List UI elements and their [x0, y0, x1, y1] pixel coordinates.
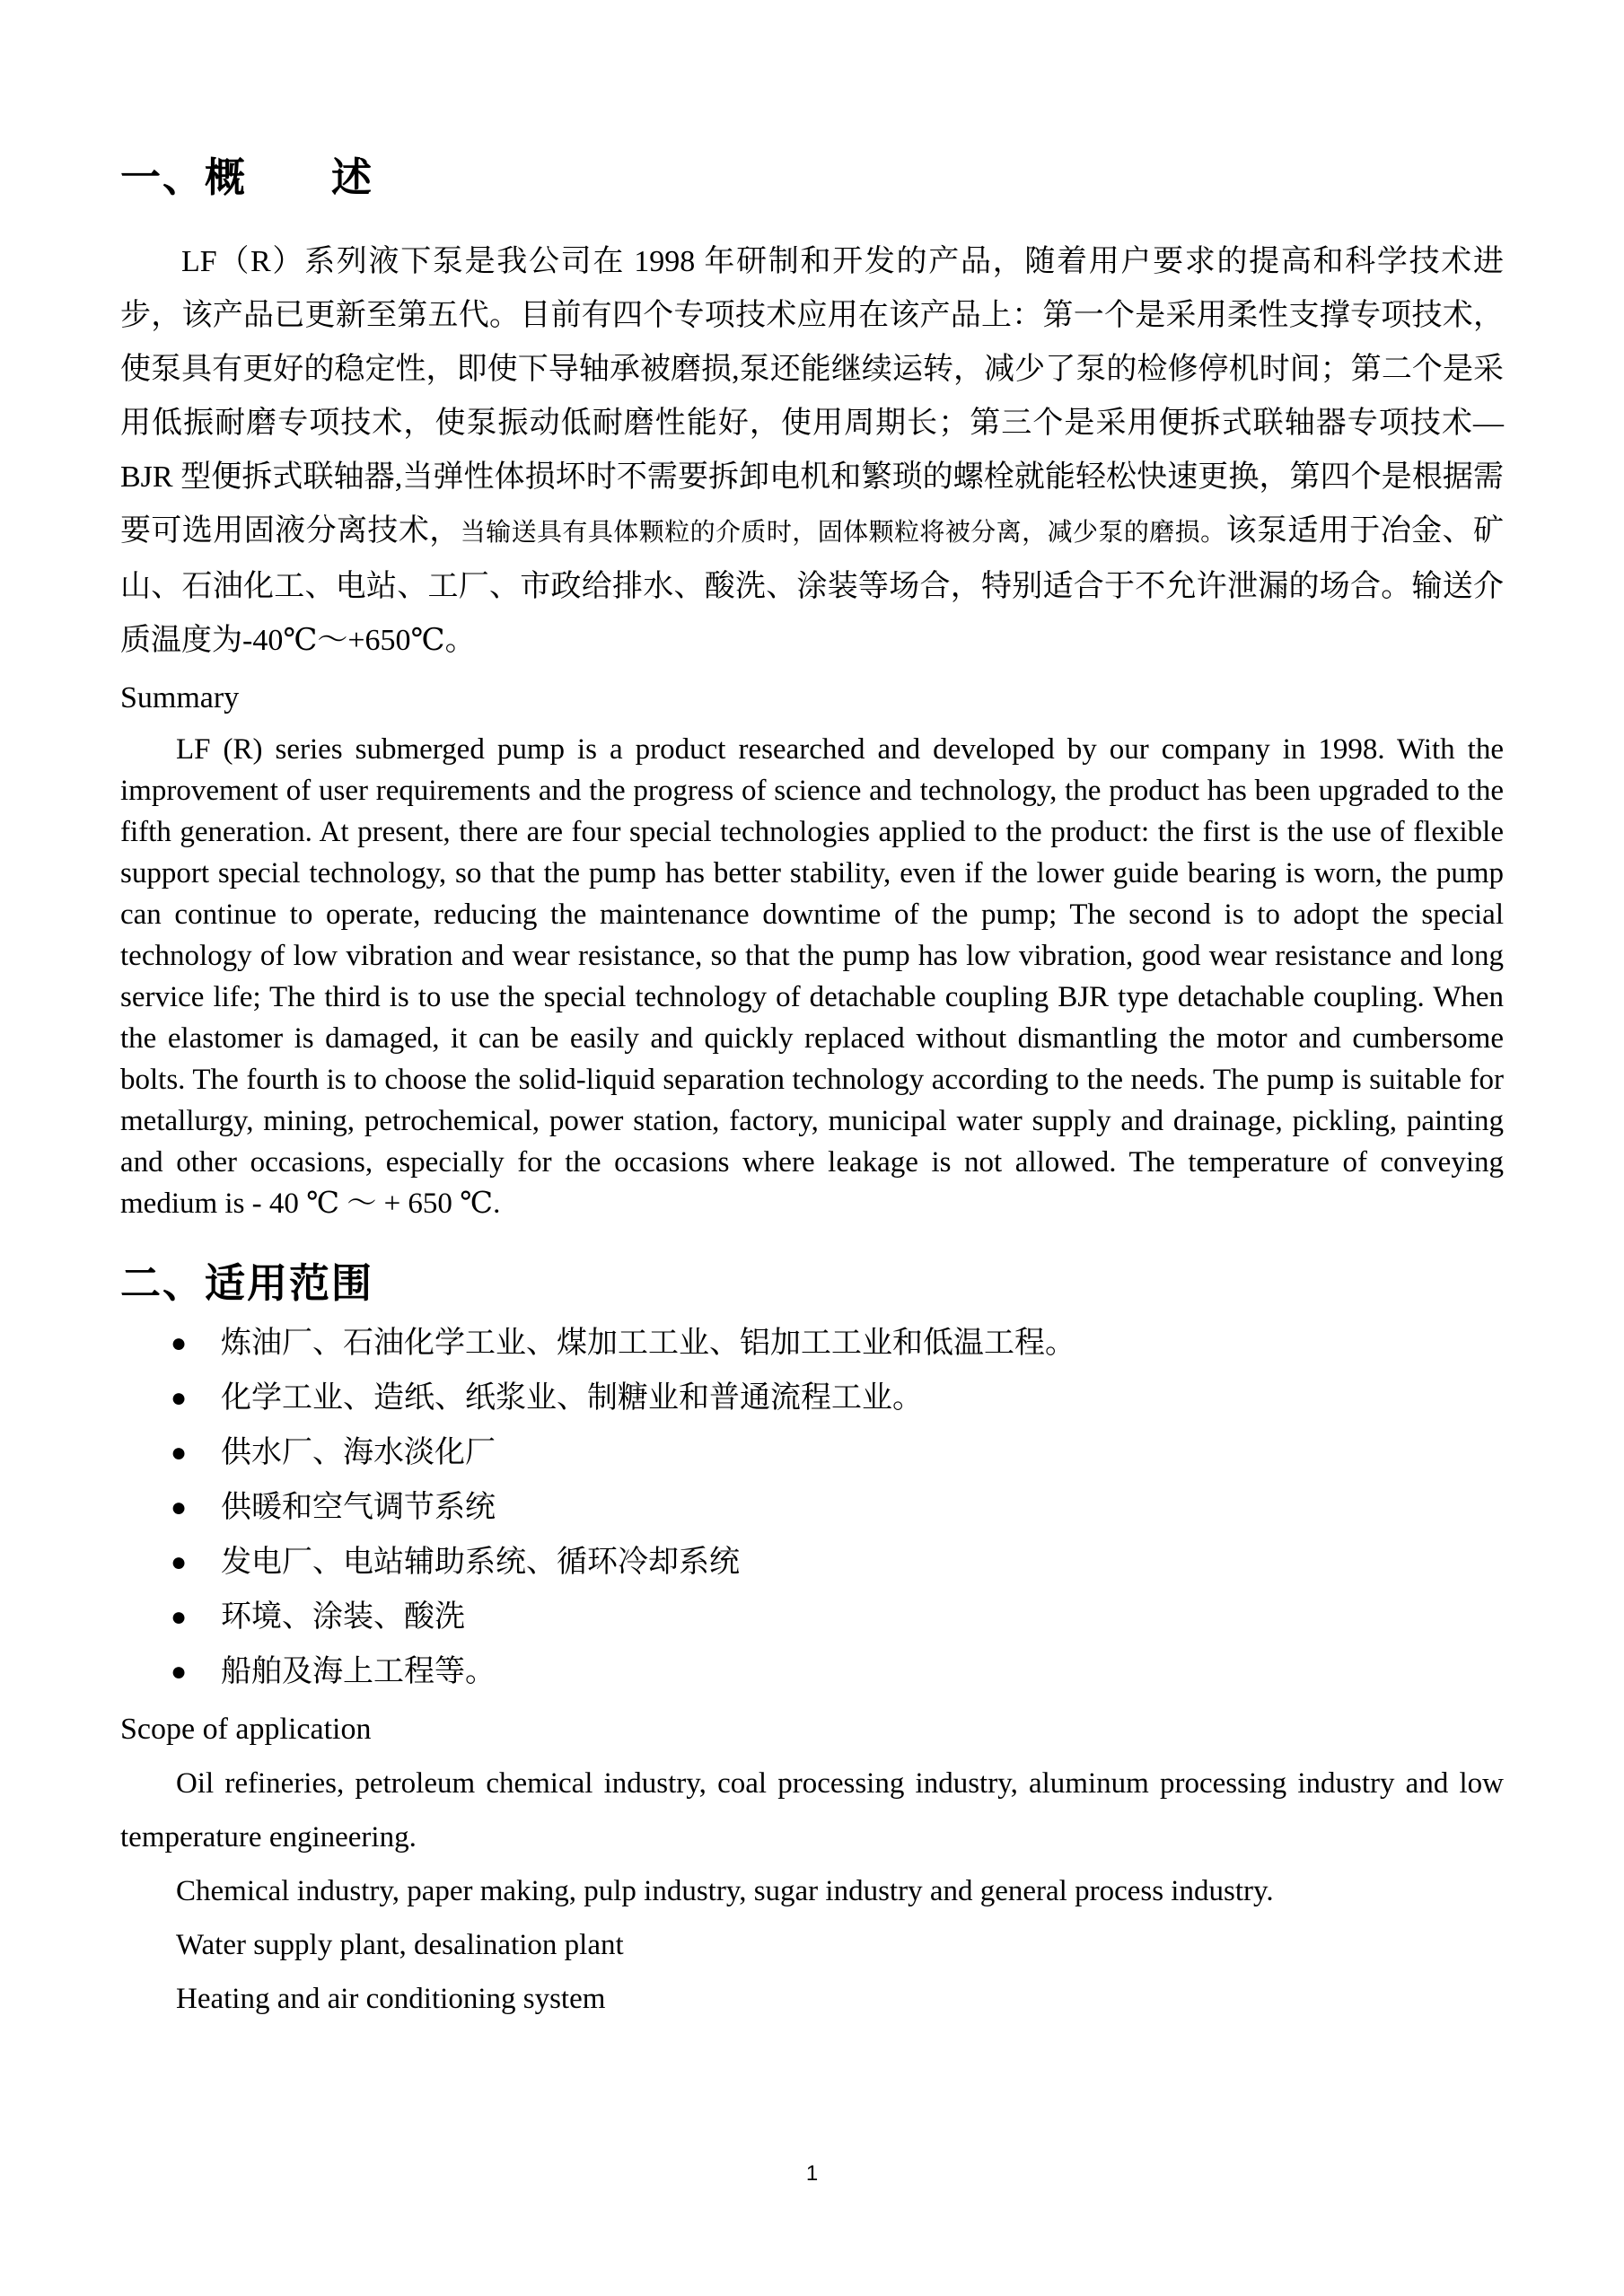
list-item	[120, 1644, 1504, 1699]
scope-paragraph: Oil refineries, petroleum chemical industry, coal processing industry, aluminum processing industry and low temperature engineering.	[120, 1766, 1504, 1853]
summary-label: Summary	[120, 680, 240, 714]
list-item-label: 供水厂、海水淡化厂	[221, 1435, 496, 1469]
overview-paragraph-cn	[120, 235, 1504, 668]
overview-cn-text-small: 当输送具有具体颗粒的介质时，固体颗粒将被分离，减少泵的磨损。	[460, 518, 1226, 547]
list-item	[120, 1535, 1504, 1590]
bullet-icon: ●	[171, 1328, 188, 1358]
list-item	[120, 1480, 1504, 1535]
page-number: 1	[805, 2161, 819, 2186]
scope-label: Scope of application	[120, 1712, 372, 1746]
overview-cn-text-main-2: 该泵适用于冶金、矿山、石油化工、电站、工厂、市政给排水、酸洗、涂装等场合，特别适合于不允许泄漏的场合。输送介质温度为-40℃～+650℃。	[120, 513, 1505, 657]
section-1-heading: 一、概 述	[120, 154, 374, 200]
application-list	[120, 1316, 1504, 1699]
overview-cn-text-main-1: LF（R）系列液下泵是我公司在 1998 年研制和开发的产品，随着用户要求的提高和科学技术进步，该产品已更新至第五代。目前有四个专项技术应用在该产品上：第一个是采用柔性支撑专项技术，使泵具有更好的稳定性，即使下导轴承被磨损,泵还能继续运转，减少了泵的检修停机时间；第二个是采用低振耐磨专项技术，使泵振动低耐磨性能好，使用周期长；第三个是采用便拆式联轴器专项技术—BJR 型便拆式联轴器,当弹性体损坏时不需要拆卸电机和繁琐的螺栓就能轻松快速更换，第四个是根据需要可选用固液分离技术，	[120, 244, 1504, 548]
scope-paragraph: Heating and air conditioning system	[176, 1982, 606, 2015]
list-item-label: 发电厂、电站辅助系统、循环冷却系统	[221, 1545, 740, 1579]
scope-paragraph: Chemical industry, paper making, pulp industry, sugar industry and general process industry.	[176, 1874, 1274, 1907]
bullet-icon: ●	[171, 1492, 188, 1522]
list-item	[120, 1590, 1504, 1644]
bullet-icon: ●	[171, 1437, 188, 1468]
list-item-label: 环境、涂装、酸洗	[221, 1599, 465, 1634]
list-item-label: 船舶及海上工程等。	[221, 1654, 496, 1688]
overview-paragraph-en: LF (R) series submerged pump is a product researched and developed by our company in 1998. With the improvement of user requirements and the progress of science and technology, the product has been upgraded to the fifth generation. At present, there are four special technologies applied to the product: the first is the use of flexible support special technology, so that the pump has better stability, even if the lower guide bearing is worn, the pump can continue to operate, reducing the maintenance downtime of the pump; The second is to adopt the special technology of low vibration and wear resistance, so that the pump has low vibration, good wear resistance and long service life; The third is to use the special technology of detachable coupling BJR type detachable coupling. When the elastomer is damaged, it can be easily and quickly replaced without dismantling the motor and cumbersome bolts. The fourth is to choose the solid-liquid separation technology according to the needs. The pump is suitable for metallurgy, mining, petrochemical, power station, factory, municipal water supply and drainage, pickling, painting and other occasions, especially for the occasions where leakage is not allowed. The temperature of conveying medium is - 40 ℃ ～ + 650 ℃.	[120, 732, 1504, 1220]
bullet-icon: ●	[171, 1601, 188, 1632]
list-item	[120, 1425, 1504, 1480]
list-item-label: 供暖和空气调节系统	[221, 1490, 496, 1524]
section-2-heading: 二、适用范围	[120, 1259, 374, 1306]
list-item	[120, 1316, 1504, 1371]
bullet-icon: ●	[171, 1656, 188, 1687]
page-footer	[0, 2161, 1624, 2186]
bullet-icon: ●	[171, 1547, 188, 1577]
scope-paragraph: Water supply plant, desalination plant	[176, 1928, 624, 1961]
list-item-label: 炼油厂、石油化学工业、煤加工工业、铝加工工业和低温工程。	[221, 1326, 1075, 1360]
list-item	[120, 1371, 1504, 1425]
list-item-label: 化学工业、造纸、纸浆业、制糖业和普通流程工业。	[221, 1380, 923, 1415]
bullet-icon: ●	[171, 1382, 188, 1413]
